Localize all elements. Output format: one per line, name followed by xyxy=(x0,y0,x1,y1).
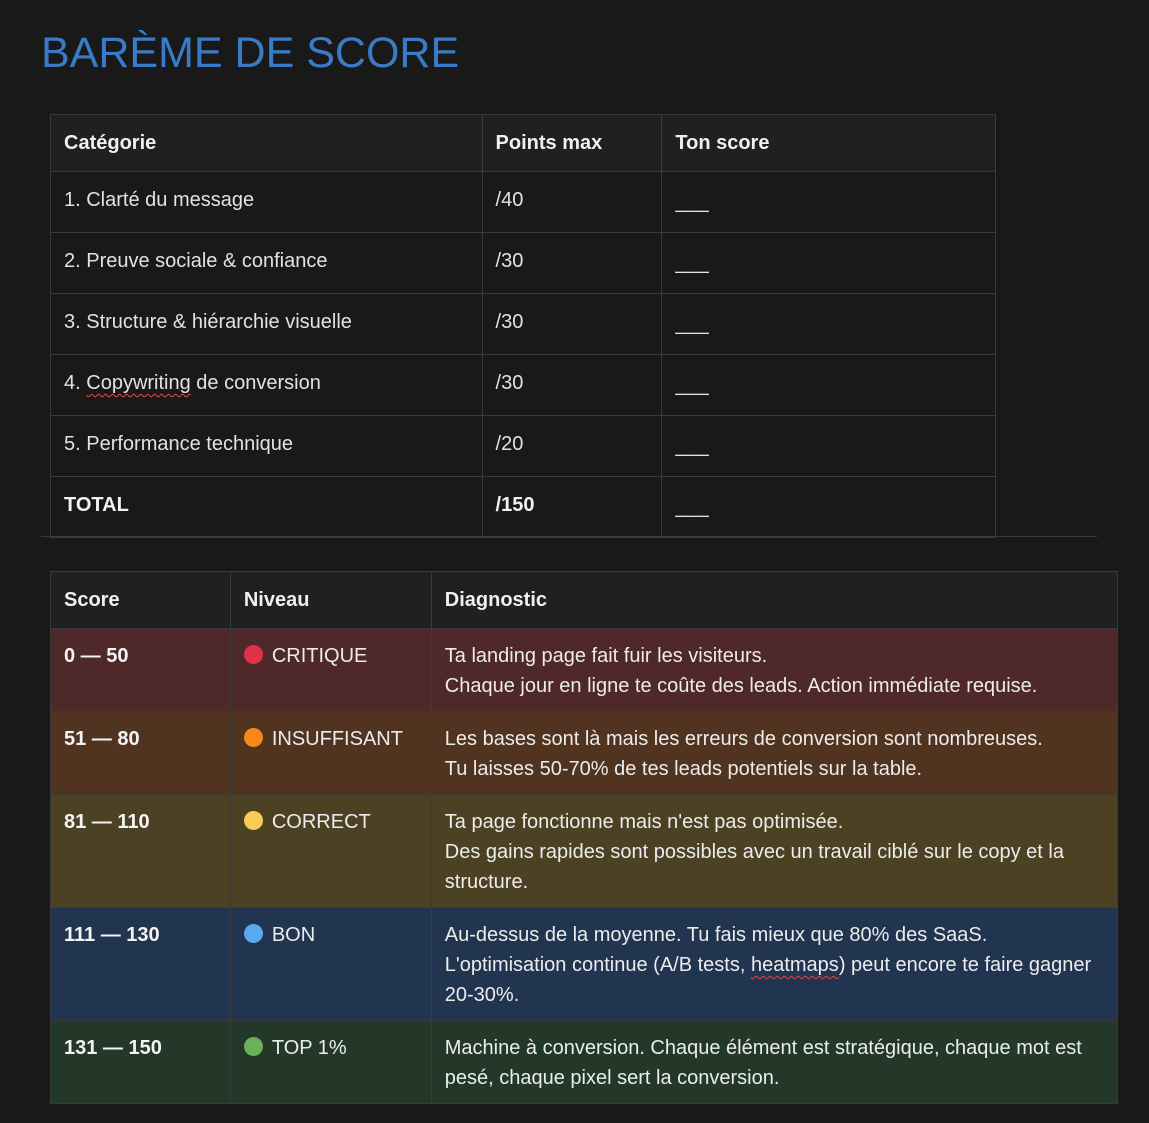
level-cell xyxy=(230,908,431,1021)
score-range: 51 — 80 xyxy=(51,712,231,795)
table-row xyxy=(51,294,996,355)
level-label: CORRECT xyxy=(271,811,371,833)
score-range: 131 — 150 xyxy=(51,1021,231,1104)
green-circle-icon xyxy=(244,1037,263,1056)
score-blank[interactable]: ___ xyxy=(662,294,996,355)
header-your-score: Ton score xyxy=(662,115,996,172)
orange-circle-icon xyxy=(244,728,263,747)
diagnostic-cell xyxy=(431,1021,1117,1104)
table-row xyxy=(51,355,996,416)
total-row xyxy=(51,477,996,538)
diagnostic-text-prefix: L'optimisation continue (A/B tests, xyxy=(444,954,751,976)
diagnostic-line: Tu laisses 50-70% de tes leads potentiels sur la table. xyxy=(444,758,923,780)
page-title: BARÈME DE SCORE xyxy=(41,29,460,77)
score-blank[interactable]: ___ xyxy=(662,233,996,294)
level-cell xyxy=(230,795,431,908)
yellow-circle-icon xyxy=(244,811,263,830)
level-table xyxy=(50,571,1118,1104)
diagnostic-text-suffix: ) peut encore te faire gagner 20-30%. xyxy=(444,954,1092,1006)
score-blank[interactable]: ___ xyxy=(662,172,996,233)
category-label-prefix: 4. xyxy=(64,372,87,394)
score-blank[interactable]: ___ xyxy=(662,355,996,416)
category-cell xyxy=(51,355,483,416)
level-row-critique xyxy=(51,629,1118,712)
category-label: 1. Clarté du message xyxy=(64,189,255,211)
diagnostic-line: Les bases sont là mais les erreurs de conversion sont nombreuses. xyxy=(444,728,1043,750)
divider xyxy=(41,536,1097,537)
level-row-top xyxy=(51,1021,1118,1104)
total-label: TOTAL xyxy=(51,477,483,538)
header-diagnostic: Diagnostic xyxy=(431,572,1117,629)
diagnostic-line: Machine à conversion. Chaque élément est stratégique, chaque mot est pesé, chaque pixel sert la conversion. xyxy=(444,1037,1082,1089)
level-row-bon xyxy=(51,908,1118,1021)
level-cell xyxy=(230,629,431,712)
diagnostic-line xyxy=(445,950,1104,1010)
score-range: 0 — 50 xyxy=(51,629,231,712)
total-score-blank[interactable]: ___ xyxy=(662,477,996,538)
header-category: Catégorie xyxy=(51,115,483,172)
diagnostic-line: Des gains rapides sont possibles avec un travail ciblé sur le copy et la structure. xyxy=(444,841,1064,893)
level-cell xyxy=(230,712,431,795)
total-max: /150 xyxy=(482,477,662,538)
table-row xyxy=(51,416,996,477)
level-table-header xyxy=(51,572,1118,629)
level-row-correct xyxy=(51,795,1118,908)
level-label: BON xyxy=(271,924,316,946)
red-circle-icon xyxy=(244,645,263,664)
category-label: 3. Structure & hiérarchie visuelle xyxy=(64,311,352,333)
category-label: 5. Performance technique xyxy=(64,433,294,455)
max-cell: /30 xyxy=(482,294,662,355)
diagnostic-line: Ta landing page fait fuir les visiteurs. xyxy=(444,645,768,667)
score-blank[interactable]: ___ xyxy=(662,416,996,477)
level-label: INSUFFISANT xyxy=(271,728,403,750)
category-cell xyxy=(51,233,483,294)
score-range: 81 — 110 xyxy=(51,795,231,908)
header-points-max: Points max xyxy=(482,115,662,172)
table-row xyxy=(51,233,996,294)
spellcheck-word: heatmaps xyxy=(750,954,839,976)
diagnostic-cell xyxy=(431,629,1117,712)
header-score: Score xyxy=(51,572,231,629)
header-level: Niveau xyxy=(230,572,431,629)
level-label: CRITIQUE xyxy=(271,645,368,667)
diagnostic-cell xyxy=(431,795,1117,908)
score-range: 111 — 130 xyxy=(51,908,231,1021)
category-cell xyxy=(51,294,483,355)
max-cell: /20 xyxy=(482,416,662,477)
category-cell xyxy=(51,172,483,233)
table-row xyxy=(51,172,996,233)
score-table-header xyxy=(51,115,996,172)
blue-circle-icon xyxy=(244,924,263,943)
diagnostic-cell xyxy=(431,712,1117,795)
level-row-insuffisant xyxy=(51,712,1118,795)
level-cell xyxy=(230,1021,431,1104)
max-cell: /40 xyxy=(482,172,662,233)
category-label-suffix: de conversion xyxy=(190,372,321,394)
category-cell xyxy=(51,416,483,477)
diagnostic-line: Ta page fonctionne mais n'est pas optimisée. xyxy=(444,811,844,833)
max-cell: /30 xyxy=(482,233,662,294)
score-table xyxy=(50,114,996,538)
category-label: 2. Preuve sociale & confiance xyxy=(64,250,328,272)
max-cell: /30 xyxy=(482,355,662,416)
spellcheck-word: Copywriting xyxy=(86,372,191,394)
diagnostic-cell xyxy=(431,908,1117,1021)
diagnostic-line: Chaque jour en ligne te coûte des leads. Action immédiate requise. xyxy=(444,675,1038,697)
diagnostic-line: Au-dessus de la moyenne. Tu fais mieux que 80% des SaaS. xyxy=(444,924,988,946)
level-label: TOP 1% xyxy=(271,1037,347,1059)
